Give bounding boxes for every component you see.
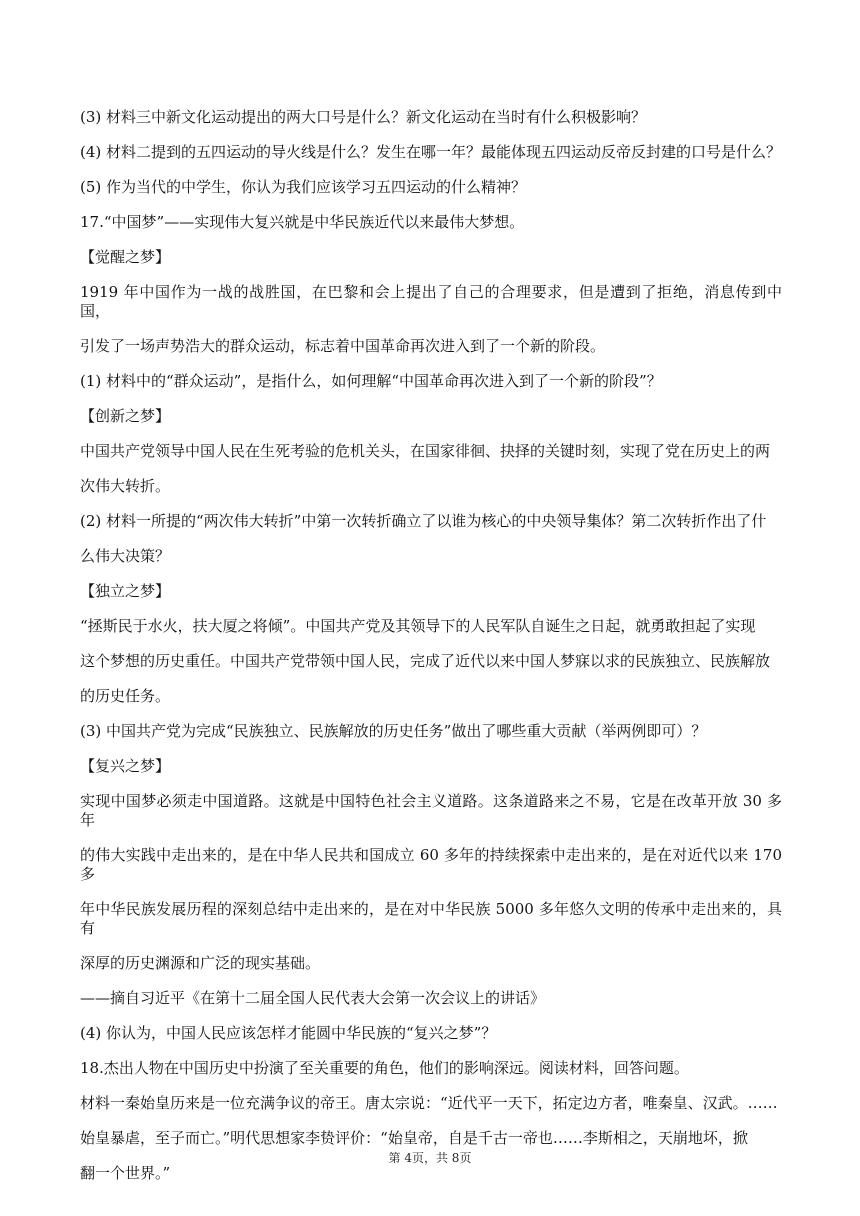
paragraph-line: 的伟大实践中走出来的，是在中华人民共和国成立 60 多年的持续探索中走出来的，是在对近代以来 170 多 (80, 846, 782, 883)
paragraph-line: 次伟大转折。 (80, 477, 171, 495)
question-17-heading: 17.“中国梦”——实现伟大复兴就是中华民族近代以来最伟大梦想。 (80, 213, 525, 231)
subquestion-4: (4) 你认为，中国人民应该怎样才能圆中华民族的“复兴之梦”？ (80, 1024, 497, 1042)
paragraph-line: 深厚的历史渊源和广泛的现实基础。 (80, 954, 321, 972)
section-revival-dream: 【复兴之梦】 (80, 757, 171, 775)
paragraph-line: 的历史任务。 (80, 687, 171, 705)
source-citation: ——摘自习近平《在第十二届全国人民代表大会第一次会议上的讲话》 (80, 989, 546, 1007)
subquestion-1: (1) 材料中的“群众运动”，是指什么，如何理解“中国革命再次进入到了一个新的阶段”？ (80, 372, 662, 390)
question-18-heading: 18.杰出人物在中国历史中扮演了至关重要的角色，他们的影响深远。阅读材料，回答问题。 (80, 1059, 689, 1077)
subquestion-2: (2) 材料一所提的“两次伟大转折”中第一次转折确立了以谁为核心的中央领导集体？第二次转折作出了什 (80, 512, 767, 530)
question-3-text: (3) 材料三中新文化运动提出的两大口号是什么？新文化运动在当时有什么积极影响？ (80, 108, 647, 126)
paragraph-line: “拯斯民于水火，扶大厦之将倾”。中国共产党及其领导下的人民军队自诞生之日起，就勇敢担起了实现 (80, 617, 756, 635)
section-innovation-dream: 【创新之梦】 (80, 407, 171, 425)
document-body (80, 108, 782, 1199)
paragraph-line: 年中华民族发展历程的深刻总结中走出来的，是在对中华民族 5000 多年悠久文明的传承中走出来的，具有 (80, 900, 782, 937)
page-number-footer: 第 4页，共 8页 (388, 1151, 472, 1165)
subquestion-2-continued: 么伟大决策？ (80, 547, 171, 565)
paragraph-line: 引发了一场声势浩大的群众运动，标志着中国革命再次进入到了一个新的阶段。 (80, 337, 606, 355)
section-independence-dream: 【独立之梦】 (80, 582, 171, 600)
paragraph-line: 实现中国梦必须走中国道路。这就是中国特色社会主义道路。这条道路来之不易，它是在改革开放 30 多年 (80, 792, 782, 829)
paragraph-line: 中国共产党领导中国人民在生死考验的危机关头，在国家徘徊、抉择的关键时刻，实现了党在历史上的两 (80, 442, 771, 460)
subquestion-3: (3) 中国共产党为完成“民族独立、民族解放的历史任务”做出了哪些重大贡献（举两例即可）？ (80, 722, 707, 740)
material-one-line: 翻一个世界。” (80, 1164, 171, 1182)
material-one-line: 材料一秦始皇历来是一位充满争议的帝王。唐太宗说：“近代平一天下，拓定边方者，唯秦皇、汉武。…… (80, 1094, 778, 1112)
paragraph-line: 1919 年中国作为一战的战胜国，在巴黎和会上提出了自己的合理要求，但是遭到了拒绝，消息传到中国， (80, 283, 782, 320)
material-one-line: 始皇暴虐，至子而亡。”明代思想家李贽评价：“始皇帝，自是千古一帝也……李斯相之，天崩地坏，掀 (80, 1129, 748, 1147)
section-awakening-dream: 【觉醒之梦】 (80, 248, 171, 266)
paragraph-line: 这个梦想的历史重任。中国共产党带领中国人民，完成了近代以来中国人梦寐以求的民族独立、民族解放 (80, 652, 771, 670)
question-4-text: (4) 材料二提到的五四运动的导火线是什么？发生在哪一年？最能体现五四运动反帝反封建的口号是什么？ (80, 143, 782, 161)
question-5-text: (5) 作为当代的中学生，你认为我们应该学习五四运动的什么精神？ (80, 178, 527, 196)
